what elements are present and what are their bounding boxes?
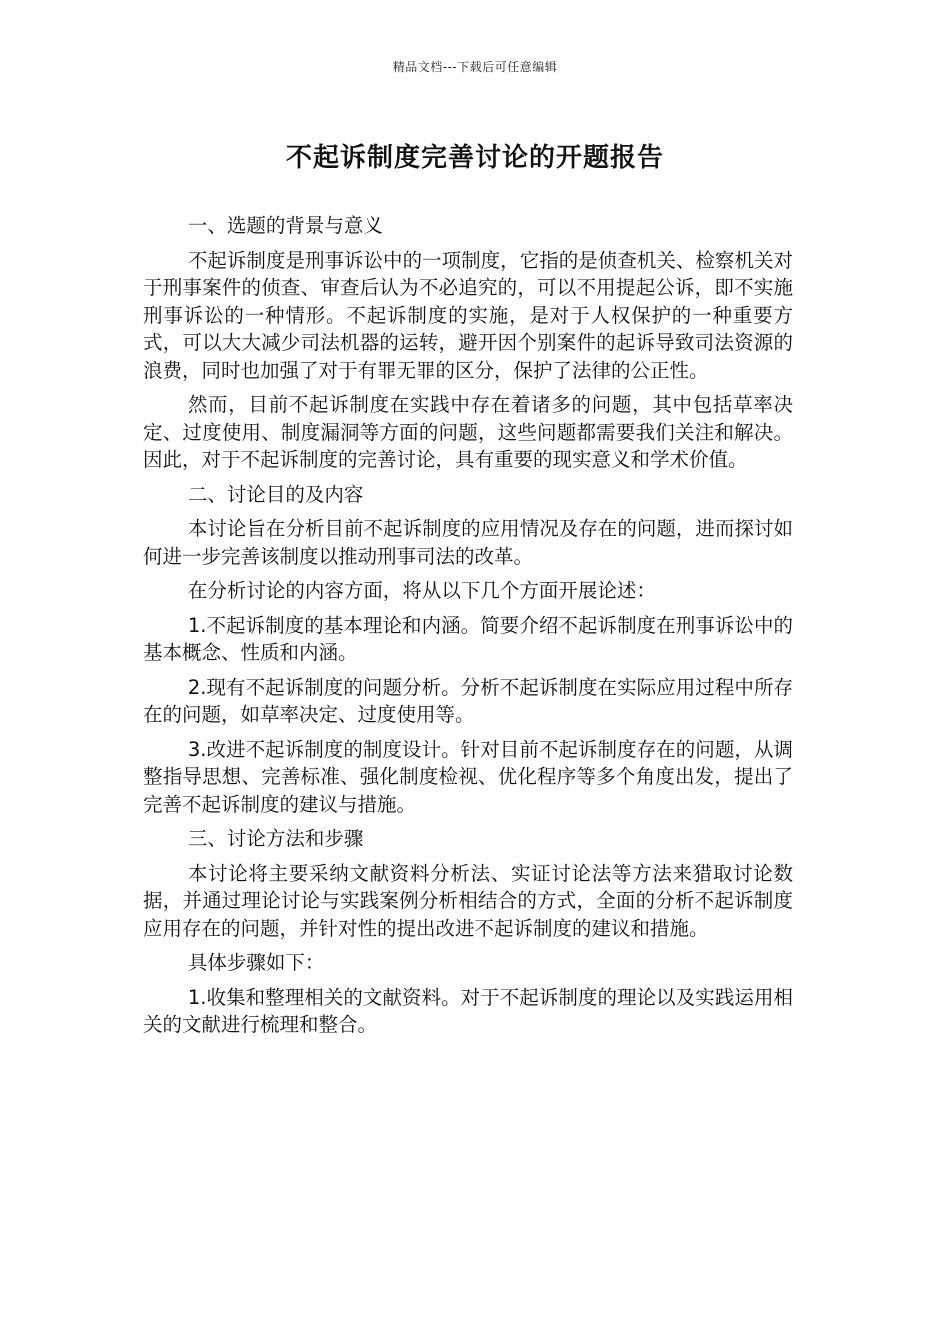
list-item: 1.不起诉制度的基本理论和内涵。简要介绍不起诉制度在刑事诉讼中的基本概念、性质和内涵。 [143, 613, 793, 664]
section-heading: 二、讨论目的及内容 [187, 482, 364, 506]
paragraph: 不起诉制度是刑事诉讼中的一项制度，它指的是侦查机关、检察机关对于刑事案件的侦查、审查后认为不必追究的，可以不用提起公诉，即不实施刑事诉讼的一种情形。不起诉制度的实施，是对于人权保护的一种重要方式，可以大大减少司法机器的运转，避开因个别案件的起诉导致司法资源的浪费，同时也加强了对于有罪无罪的区分，保护了法律的公正性。 [143, 248, 793, 382]
list-item: 2.现有不起诉制度的问题分析。分析不起诉制度在实际应用过程中所存在的问题，如草率决定、过度使用等。 [143, 675, 793, 726]
paragraph: 具体步骤如下： [187, 951, 325, 974]
paragraph: 然而，目前不起诉制度在实践中存在着诸多的问题，其中包括草率决定、过度使用、制度漏洞等方面的问题，这些问题都需要我们关注和解决。因此，对于不起诉制度的完善讨论，具有重要的现实意义和学术价值。 [143, 393, 793, 471]
section-heading: 三、讨论方法和步骤 [187, 827, 364, 850]
header-note: 精品文档---下载后可任意编辑 [392, 60, 558, 74]
list-item: 1.收集和整理相关的文献资料。对于不起诉制度的理论以及实践运用相关的文献进行梳理和整合。 [143, 985, 793, 1036]
paragraph: 本讨论旨在分析目前不起诉制度的应用情况及存在的问题，进而探讨如何进一步完善该制度以推动刑事司法的改革。 [143, 517, 793, 568]
section-heading: 一、选题的背景与意义 [187, 214, 383, 237]
document-body [143, 212, 793, 1046]
paragraph: 在分析讨论的内容方面，将从以下几个方面开展论述： [187, 579, 656, 602]
paragraph: 本讨论将主要采纳文献资料分析法、实证讨论法等方法来猎取讨论数据，并通过理论讨论与实践案例分析相结合的方式，全面的分析不起诉制度应用存在的问题，并针对性的提出改进不起诉制度的建议和措施。 [143, 861, 793, 940]
list-item: 3.改进不起诉制度的制度设计。针对目前不起诉制度存在的问题，从调整指导思想、完善标准、强化制度检视、优化程序等多个角度出发，提出了完善不起诉制度的建议与措施。 [143, 737, 793, 816]
document-title: 不起诉制度完善讨论的开题报告 [285, 143, 664, 173]
